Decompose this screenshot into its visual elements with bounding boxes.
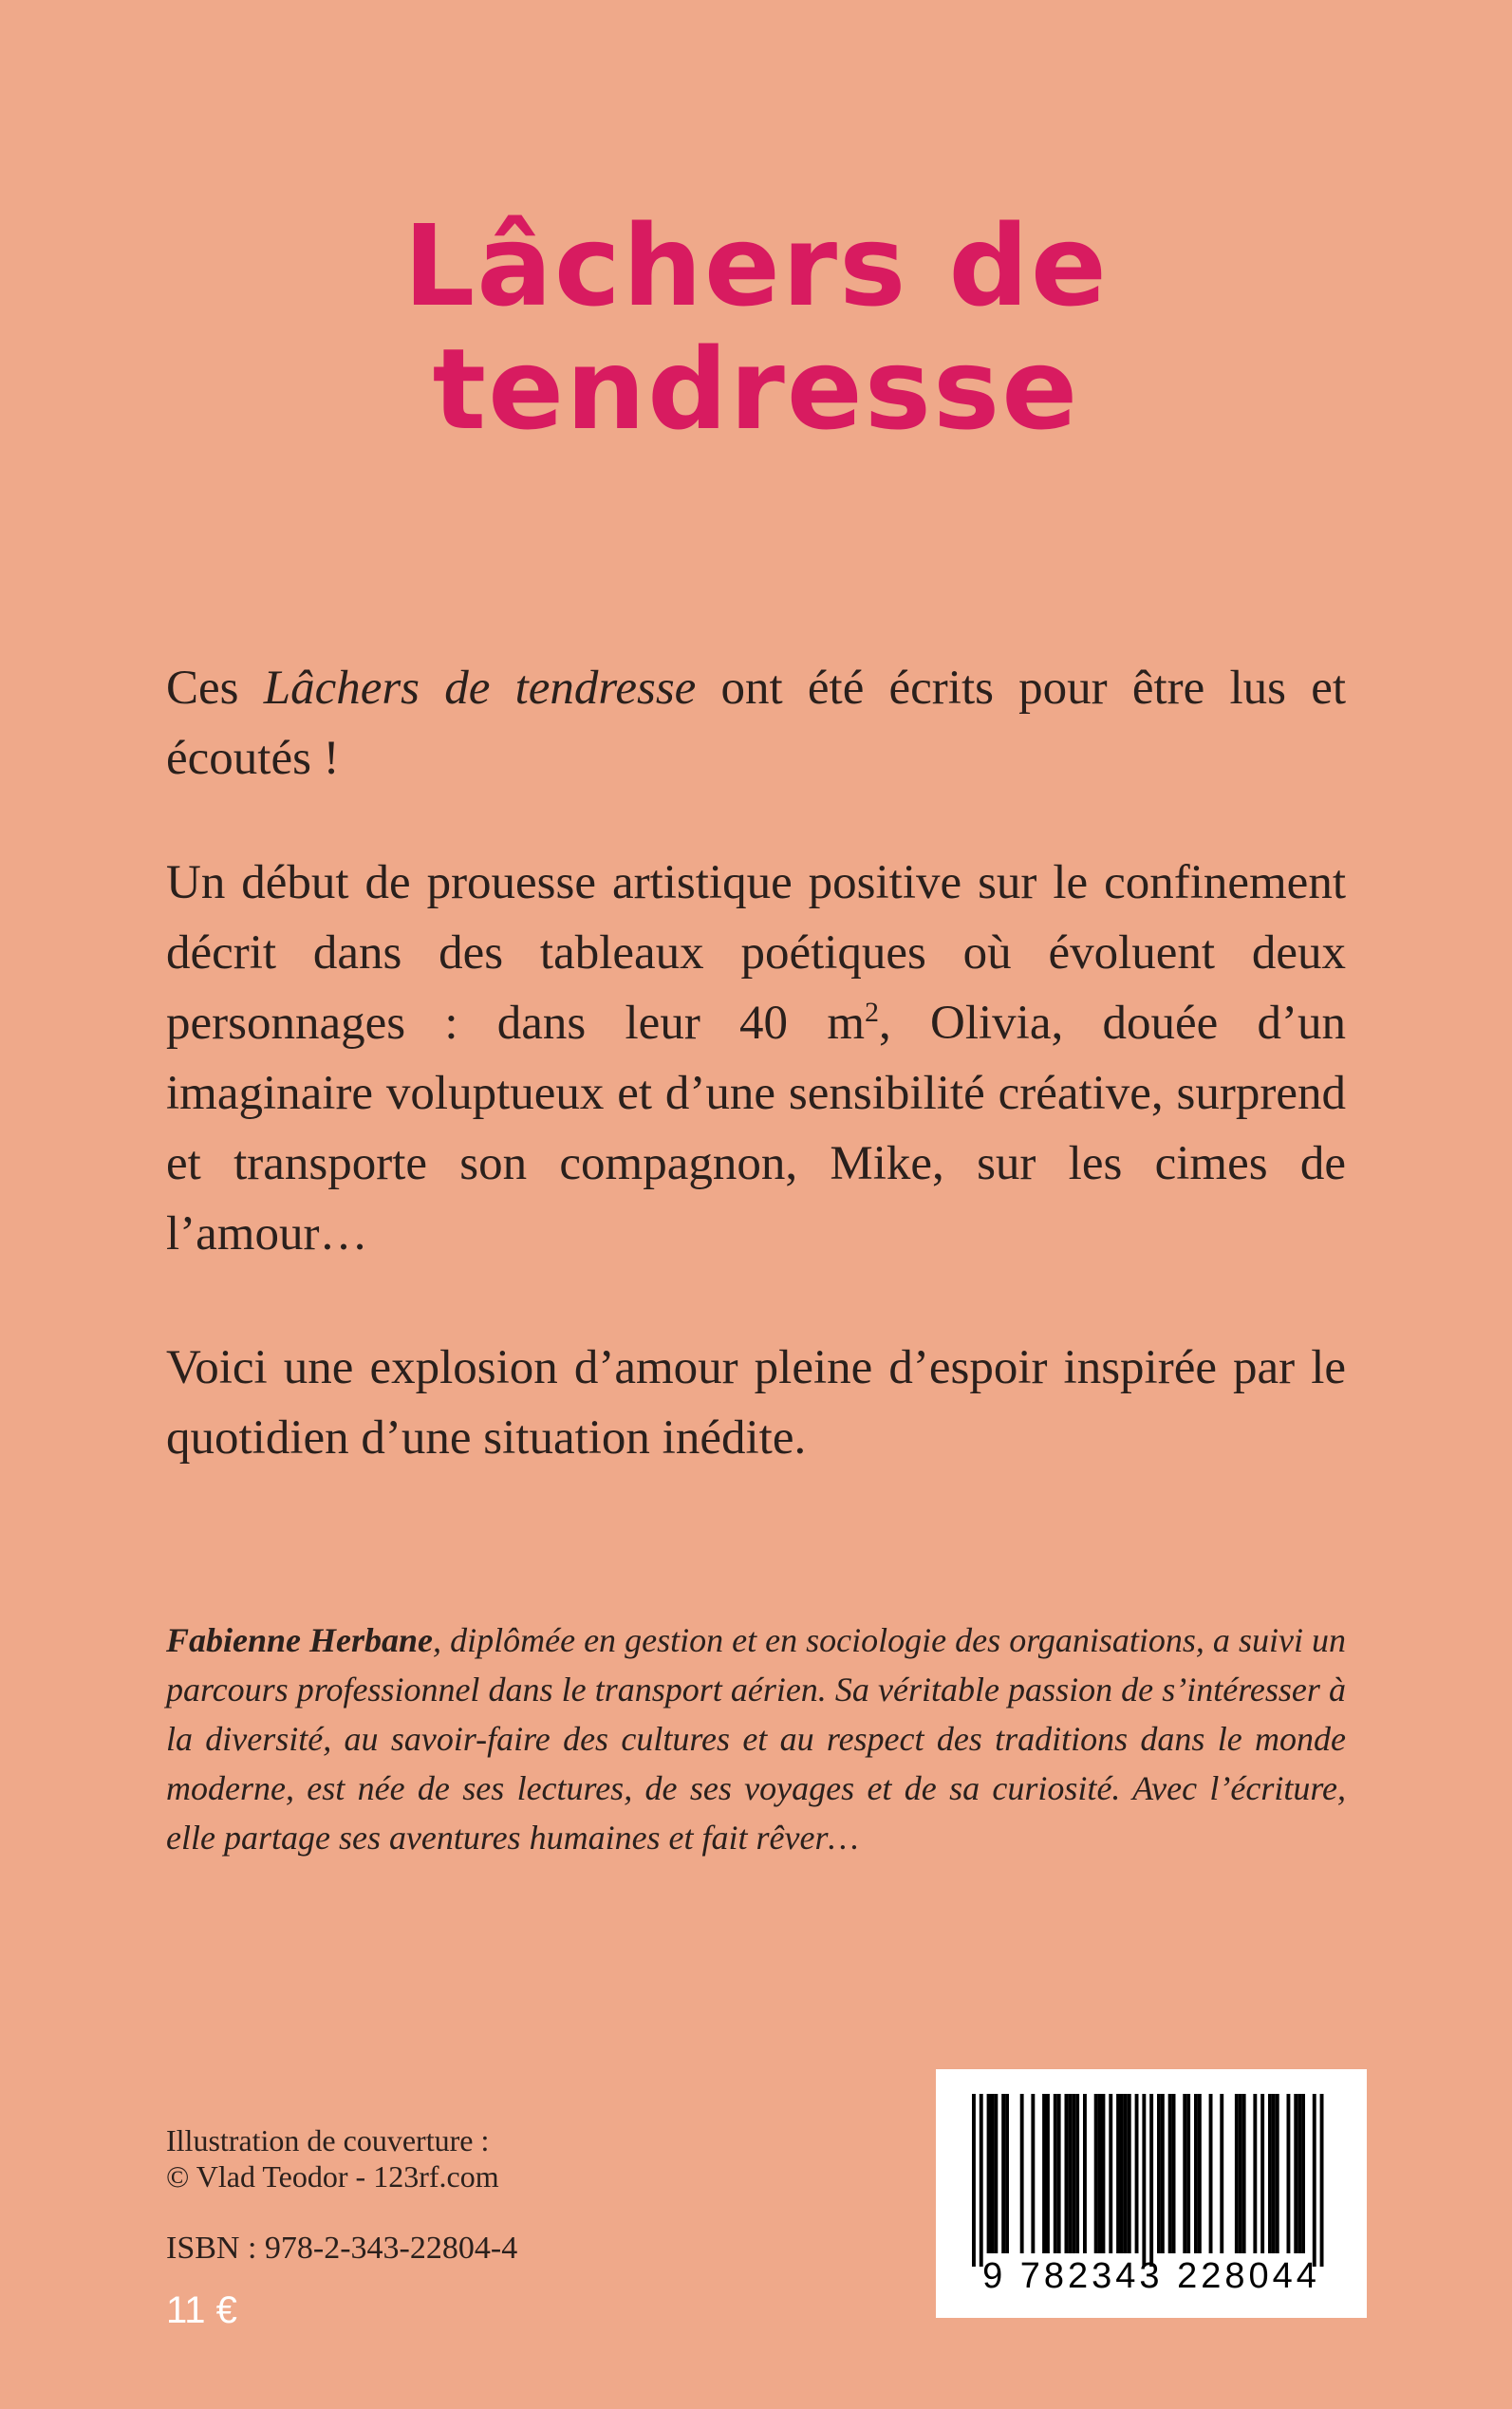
- barcode-bar: [972, 2094, 976, 2267]
- blurb-p3-text: Voici une explosion d’amour pleine d’espoir inspirée par le quotidien d’une situation inédite.: [166, 1341, 1346, 1465]
- barcode-bar: [1239, 2094, 1242, 2253]
- barcode-bar: [1157, 2094, 1161, 2253]
- barcode-bar: [1220, 2094, 1223, 2253]
- barcode-bar: [1128, 2094, 1131, 2253]
- barcode-bar: [1209, 2094, 1213, 2253]
- barcode-bar: [1094, 2094, 1098, 2253]
- barcode-bar: [1172, 2094, 1176, 2253]
- barcode-bar: [1297, 2094, 1301, 2253]
- barcode-bar: [1075, 2094, 1079, 2253]
- blurb-p1-after: ont été écrits pour être lus et écoutés !: [166, 662, 1346, 785]
- barcode-bar: [1046, 2094, 1050, 2253]
- barcode-bar: [1301, 2094, 1305, 2253]
- barcode-bar: [1005, 2094, 1009, 2253]
- book-title-line-2: tendresse: [432, 324, 1080, 455]
- blurb-p2-after: , Olivia, douée d’un imaginaire voluptueux et d’une sensibilité créative, surprend et transporte son compagnon, Mike, sur les cimes de l’amour…: [166, 997, 1347, 1261]
- barcode-bar: [1124, 2094, 1128, 2253]
- blurb-p1-before: Ces: [166, 662, 264, 715]
- credit-line-1: Illustration de couverture :: [166, 2123, 490, 2157]
- barcode-bar: [987, 2094, 991, 2253]
- barcode-digits: 9 782343 228044: [982, 2256, 1320, 2296]
- author-bio: [166, 1615, 1346, 1862]
- barcode-bar: [1276, 2094, 1279, 2253]
- barcode-bar: [1020, 2094, 1024, 2253]
- blurb-paragraph-1: [166, 653, 1346, 794]
- barcode-bar: [1142, 2094, 1146, 2267]
- barcode-bar: [1186, 2094, 1190, 2253]
- barcode-bar: [1135, 2094, 1139, 2253]
- barcode-bar: [1001, 2094, 1005, 2253]
- barcode-bar: [1168, 2094, 1172, 2253]
- barcode-bar: [1313, 2094, 1316, 2267]
- barcode-bar: [1072, 2094, 1075, 2253]
- barcode-bar: [1102, 2094, 1106, 2253]
- barcode-bar: [1065, 2094, 1069, 2253]
- author-name: Fabienne Herbane: [166, 1621, 434, 1659]
- barcode-bar: [1287, 2094, 1291, 2253]
- barcode-bar: [1057, 2094, 1061, 2253]
- blurb-paragraph-3: [166, 1333, 1346, 1473]
- barcode-bar: [1194, 2094, 1198, 2253]
- barcode-bar: [1031, 2094, 1035, 2253]
- barcode-bar: [1272, 2094, 1276, 2253]
- barcode-bar: [1149, 2094, 1153, 2267]
- barcode: [936, 2069, 1367, 2318]
- barcode-bar: [1083, 2094, 1087, 2253]
- barcode-bar: [1116, 2094, 1120, 2253]
- barcode-bar: [1120, 2094, 1124, 2253]
- barcode-bar: [1294, 2094, 1297, 2253]
- barcode-bar: [1235, 2094, 1239, 2253]
- barcode-bar: [1260, 2094, 1264, 2253]
- price: 11 €: [166, 2289, 237, 2331]
- barcode-bar: [1161, 2094, 1165, 2253]
- barcode-bar: [994, 2094, 998, 2253]
- blurb-paragraph-2: [166, 848, 1346, 1269]
- blurb-p1-italic-title: Lâchers de tendresse: [263, 662, 697, 715]
- barcode-bar: [1242, 2094, 1246, 2253]
- barcode-bar: [1253, 2094, 1257, 2253]
- book-title-line-1: Lâchers de: [403, 200, 1109, 331]
- barcode-bar: [991, 2094, 995, 2253]
- isbn: ISBN : 978-2-343-22804-4: [166, 2231, 518, 2266]
- barcode-bar: [1183, 2094, 1186, 2253]
- barcode-bar: [1098, 2094, 1102, 2253]
- barcode-bar: [1198, 2094, 1202, 2253]
- barcode-bar: [1042, 2094, 1046, 2253]
- barcode-bar: [1054, 2094, 1057, 2253]
- credit-line-2: © Vlad Teodor - 123rf.com: [166, 2159, 499, 2194]
- author-bio-text: , diplômée en gestion et en sociologie des organisations, a suivi un parcours professionnel dans le transport aérien. Sa véritable passion de s’intéresser à la diversité, au savoir-faire des cultures et au respect des traditions dans le monde moderne, est née de ses lectures, de ses voyages et de sa curiosité. Avec l’écriture, elle partage ses aventures humaines et fait rêver…: [166, 1621, 1346, 1857]
- blurb-p2-superscript: 2: [865, 997, 879, 1028]
- barcode-bar: [980, 2094, 983, 2267]
- blurb-p2-before: Un début de prouesse artistique positive sur le confinement décrit dans des tableaux poétiques où évoluent deux personnages : dans leur 40 m: [166, 856, 1346, 1050]
- barcode-bar: [1320, 2094, 1324, 2267]
- barcode-bar: [1109, 2094, 1112, 2253]
- barcode-bar: [1268, 2094, 1272, 2253]
- book-title: [0, 200, 1512, 455]
- barcode-bar: [1068, 2094, 1072, 2253]
- illustration-credit: [166, 2122, 499, 2194]
